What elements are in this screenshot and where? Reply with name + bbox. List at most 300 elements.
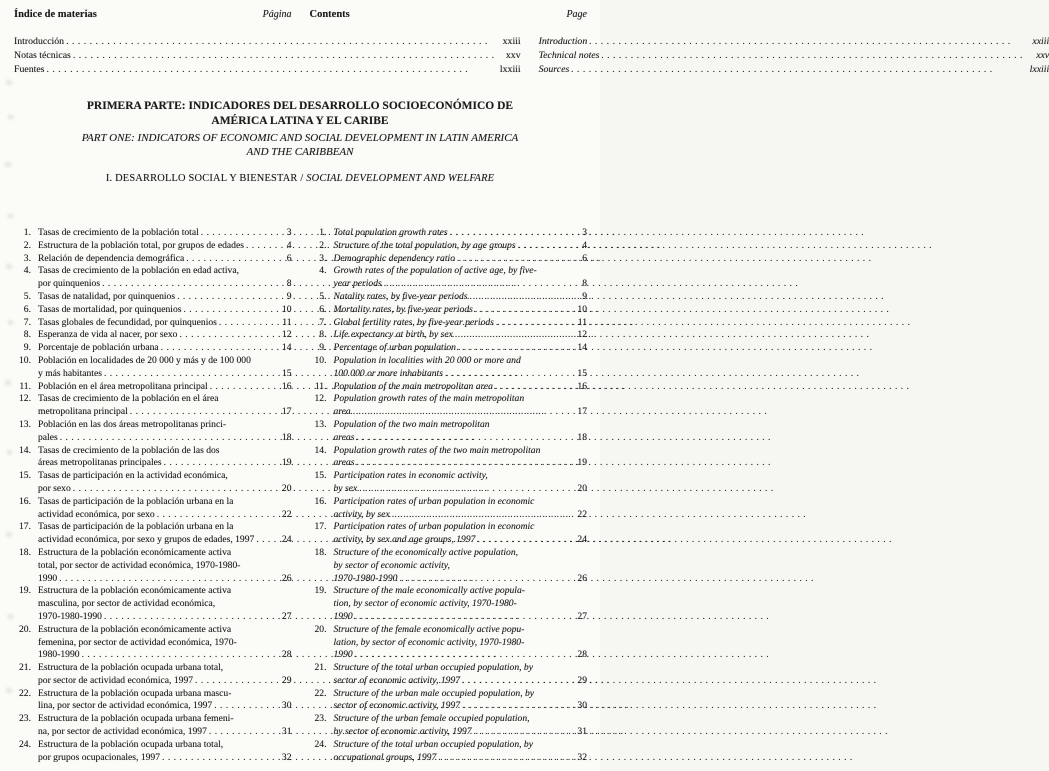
entry-text: Relación de dependencia demográfica bbox=[38, 252, 185, 264]
scan-artifact bbox=[4, 686, 14, 695]
entry-line bbox=[38, 624, 292, 637]
leader-dots bbox=[217, 317, 276, 330]
entry-line bbox=[38, 560, 292, 573]
toc-entry bbox=[14, 342, 292, 355]
toc-entry bbox=[310, 547, 588, 585]
entry-line bbox=[38, 534, 292, 547]
entry-number: 18. bbox=[314, 546, 327, 558]
entry-body bbox=[334, 521, 588, 547]
page-number: 28 bbox=[281, 649, 292, 661]
page-number: 26 bbox=[577, 572, 587, 584]
entry-text: pales bbox=[38, 431, 58, 443]
front-matter-label: Notas técnicas bbox=[14, 50, 71, 61]
entry-text: Natality rates, by five-year periods bbox=[333, 290, 468, 302]
toc-entry bbox=[14, 265, 292, 291]
entry-line bbox=[334, 700, 588, 713]
toc-entry bbox=[14, 355, 292, 381]
leader-dots bbox=[57, 573, 275, 586]
leader-dots bbox=[475, 534, 571, 547]
leader-dots bbox=[80, 649, 276, 662]
page-number: 22 bbox=[577, 508, 587, 520]
page-number: 26 bbox=[281, 572, 292, 584]
entry-body bbox=[38, 240, 292, 253]
entry-body bbox=[38, 496, 292, 522]
entry-text: 1980-1990 bbox=[38, 649, 80, 661]
entry-line bbox=[38, 662, 292, 675]
entry-line bbox=[38, 470, 292, 483]
leader-dots bbox=[159, 342, 276, 355]
entry-text: Structure of the male economically active popula- bbox=[333, 585, 525, 597]
toc-header-spanish bbox=[14, 9, 292, 20]
toc-entry bbox=[14, 624, 292, 662]
entry-line bbox=[38, 457, 292, 470]
entry-text: Life expectancy at birth, by sex bbox=[333, 329, 453, 341]
entry-text: Estructura de la población total, por grupos de edades bbox=[38, 239, 244, 251]
entry-number: 14. bbox=[19, 444, 31, 456]
entry-text: y más habitantes bbox=[38, 367, 102, 379]
entry-text: Tasas de crecimiento de la población total bbox=[38, 227, 199, 238]
entry-number: 19. bbox=[19, 585, 31, 597]
entry-body bbox=[38, 662, 292, 688]
page-number: 24 bbox=[281, 534, 292, 546]
entry-line bbox=[334, 688, 588, 701]
entry-body bbox=[38, 342, 292, 355]
entry-number: 15. bbox=[19, 470, 31, 482]
leader-dots bbox=[494, 317, 571, 330]
entry-text: femenina, por sector de actividad económica, 1970- bbox=[38, 636, 237, 648]
entry-text: por sector de actividad económica, 1997 bbox=[38, 674, 194, 686]
entry-text: na, por sector de actividad económica, 1997 bbox=[38, 726, 207, 738]
entry-text: Structure of the urban female occupied population, bbox=[333, 713, 530, 725]
entry-line bbox=[38, 739, 292, 752]
toc-entry bbox=[310, 240, 588, 253]
section-heading-english: SOCIAL DEVELOPMENT AND WELFARE bbox=[306, 173, 495, 184]
page-number: 16 bbox=[577, 380, 587, 392]
entry-text: Growth rates of the population of active age, by five- bbox=[333, 265, 537, 277]
entry-number: 10. bbox=[19, 354, 31, 366]
entry-text: Participation rates of urban population in economic bbox=[333, 495, 535, 507]
entry-text: Tasas de participación de la población urbana en la bbox=[38, 521, 234, 533]
entry-line bbox=[38, 291, 292, 304]
page-number: 31 bbox=[577, 726, 587, 738]
entry-body bbox=[38, 381, 292, 394]
leader-dots bbox=[472, 726, 571, 739]
page-number: 32 bbox=[281, 751, 292, 763]
entry-number: 21. bbox=[314, 662, 327, 674]
page-number: 19 bbox=[281, 457, 292, 469]
entry-number: 11. bbox=[314, 380, 327, 392]
page-number: xxiii bbox=[1032, 36, 1049, 47]
entry-body bbox=[38, 393, 292, 419]
entry-number: 12. bbox=[314, 393, 327, 405]
leader-dots bbox=[390, 509, 571, 522]
entry-text: Tasas de crecimiento de la población de las dos bbox=[38, 444, 220, 456]
scan-artifact bbox=[3, 378, 13, 387]
leader-dots bbox=[128, 406, 276, 419]
entry-text: Participation rates in economic activity, bbox=[333, 470, 488, 482]
entry-body bbox=[334, 355, 588, 381]
entry-number: 20. bbox=[19, 623, 31, 635]
entry-text: Tasas de participación en la actividad económica, bbox=[38, 470, 228, 482]
entry-line bbox=[38, 700, 292, 713]
entry-line bbox=[334, 457, 588, 470]
page-number: 19 bbox=[577, 457, 587, 469]
entry-number: 13. bbox=[314, 418, 327, 430]
page-number: 18 bbox=[281, 431, 292, 443]
front-matter-row bbox=[539, 35, 1049, 49]
toc-header-row bbox=[0, 0, 600, 20]
entry-line bbox=[334, 675, 588, 688]
entry-line bbox=[334, 752, 588, 765]
page-number: lxxiii bbox=[1029, 64, 1049, 75]
spanish-page-label: Página bbox=[262, 9, 292, 20]
toc-entry bbox=[310, 624, 588, 662]
entry-text: tion, by sector of economic activity, 1970-1980- bbox=[333, 598, 517, 610]
entry-text: Tasas de crecimiento de la población en el área bbox=[38, 393, 219, 405]
front-matter-label: Introducción bbox=[14, 36, 65, 47]
entry-number: 2. bbox=[23, 239, 31, 251]
entry-line bbox=[334, 611, 588, 624]
entry-body bbox=[334, 393, 588, 419]
entry-body bbox=[38, 329, 292, 342]
page-number: 11 bbox=[282, 316, 292, 328]
page-number: 31 bbox=[281, 726, 292, 738]
front-matter-label: Sources bbox=[538, 64, 570, 75]
leader-dots bbox=[493, 381, 571, 394]
entry-number: 6. bbox=[23, 303, 31, 315]
entry-text: by sex bbox=[333, 482, 358, 494]
entry-number: 21. bbox=[19, 662, 31, 674]
toc-entry bbox=[310, 688, 588, 714]
entry-number: 17. bbox=[19, 521, 31, 533]
entry-line bbox=[334, 726, 588, 739]
entry-line bbox=[334, 496, 588, 509]
page-number: 12 bbox=[577, 329, 587, 341]
entry-number: 14. bbox=[314, 444, 327, 456]
leader-dots bbox=[177, 329, 275, 342]
entry-body bbox=[38, 624, 292, 662]
entry-text: por sexo bbox=[38, 482, 71, 494]
entry-line bbox=[334, 393, 588, 406]
entry-line bbox=[334, 291, 588, 304]
leader-dots bbox=[175, 291, 275, 304]
entry-text: Estructura de la población económicamente activa bbox=[38, 585, 232, 597]
entry-text: áreas metropolitanas principales bbox=[38, 457, 162, 469]
part-title-english-line: PART ONE: INDICATORS OF ECONOMIC AND SOCIAL DEVELOPMENT IN LATIN AMERICA bbox=[81, 132, 519, 144]
entry-text: Tasas de participación de la población urbana en la bbox=[38, 495, 234, 507]
entry-text: Population growth rates of the main metropolitan bbox=[333, 393, 525, 405]
entry-number: 22. bbox=[19, 687, 31, 699]
entry-text: Estructura de la población económicamente activa bbox=[38, 623, 232, 635]
entry-line bbox=[334, 227, 588, 240]
entry-number: 12. bbox=[19, 393, 31, 405]
entry-number: 16. bbox=[19, 495, 31, 507]
entry-text: 1990 bbox=[333, 610, 353, 622]
page-number: 15 bbox=[281, 367, 292, 379]
leader-dots bbox=[71, 49, 497, 63]
page-number: 30 bbox=[577, 700, 587, 712]
front-matter bbox=[0, 20, 1049, 77]
entry-body bbox=[334, 304, 588, 317]
entry-body bbox=[38, 521, 292, 547]
entry-number: 5. bbox=[319, 290, 327, 302]
front-matter-label: Technical notes bbox=[538, 50, 600, 61]
entry-number: 11. bbox=[19, 380, 31, 392]
toc-entry bbox=[14, 393, 292, 419]
entry-line bbox=[38, 573, 292, 586]
leader-dots bbox=[102, 611, 276, 624]
entry-line bbox=[334, 253, 588, 266]
leader-dots bbox=[184, 253, 275, 266]
toc-entry bbox=[14, 304, 292, 317]
part-title-spanish bbox=[0, 99, 600, 128]
entry-number: 2. bbox=[319, 239, 327, 251]
leader-dots bbox=[456, 342, 571, 355]
entry-body bbox=[334, 585, 588, 623]
leader-dots bbox=[516, 240, 571, 253]
scan-artifact bbox=[6, 318, 15, 327]
entry-line bbox=[38, 304, 292, 317]
entry-line bbox=[334, 483, 588, 496]
leader-dots bbox=[212, 700, 275, 713]
page-number: xxiii bbox=[502, 36, 521, 47]
entry-line bbox=[334, 265, 588, 278]
entry-body bbox=[38, 419, 292, 445]
entry-text: Percentage of urban population bbox=[333, 342, 456, 354]
entry-line bbox=[38, 329, 292, 342]
entry-text: areas bbox=[333, 457, 355, 469]
entry-body bbox=[38, 265, 292, 291]
entry-line bbox=[38, 419, 292, 432]
entry-number: 3. bbox=[23, 252, 31, 264]
entry-body bbox=[334, 662, 588, 688]
entry-text: Tasas globales de fecundidad, por quinquenios bbox=[38, 316, 217, 328]
entry-line bbox=[38, 752, 292, 765]
leader-dots bbox=[397, 573, 571, 586]
entry-line bbox=[38, 521, 292, 534]
entry-text: masculina, por sector de actividad económica, bbox=[38, 598, 216, 610]
entry-line bbox=[334, 649, 588, 662]
leader-dots bbox=[599, 49, 1025, 63]
page-number: 17 bbox=[281, 406, 292, 418]
leader-dots bbox=[181, 304, 275, 317]
page-number: 12 bbox=[281, 329, 292, 341]
entry-line bbox=[38, 675, 292, 688]
toc-entry bbox=[310, 227, 588, 240]
toc-header-english bbox=[310, 9, 588, 20]
entry-number: 6. bbox=[319, 303, 327, 315]
entry-number: 8. bbox=[23, 329, 31, 341]
entry-text: Population of the main metropolitan area bbox=[333, 380, 493, 392]
section-heading-spanish: I. DESARROLLO SOCIAL Y BIENESTAR bbox=[105, 173, 298, 184]
entry-number: 4. bbox=[23, 265, 31, 277]
entry-text: areas bbox=[333, 431, 355, 443]
scan-artifact bbox=[3, 160, 13, 169]
entry-text: year periods bbox=[333, 278, 382, 290]
leader-dots bbox=[354, 457, 571, 470]
entry-text: activity, by sex and age groups, 1997 bbox=[333, 534, 476, 546]
entry-line bbox=[334, 573, 588, 586]
toc-entry bbox=[310, 585, 588, 623]
toc-entry bbox=[14, 585, 292, 623]
toc-entry bbox=[14, 329, 292, 342]
entry-line bbox=[334, 662, 588, 675]
entry-text: Estructura de la población ocupada urbana total, bbox=[38, 738, 224, 750]
toc-entry bbox=[14, 291, 292, 304]
toc-entry bbox=[310, 521, 588, 547]
page-number: 17 bbox=[577, 406, 587, 418]
entry-line bbox=[38, 227, 292, 240]
toc-entry bbox=[310, 739, 588, 765]
entry-line bbox=[38, 406, 292, 419]
entry-line bbox=[38, 445, 292, 458]
entry-text: Structure of the urban male occupied population, by bbox=[333, 687, 535, 699]
page-number: 20 bbox=[577, 482, 587, 494]
entry-body bbox=[334, 317, 588, 330]
entry-number: 4. bbox=[319, 265, 327, 277]
leader-dots bbox=[460, 700, 571, 713]
leader-dots bbox=[353, 649, 571, 662]
entry-body bbox=[334, 547, 588, 585]
entry-body bbox=[334, 342, 588, 355]
entry-line bbox=[334, 739, 588, 752]
entry-line bbox=[334, 304, 588, 317]
page-number: lxxiii bbox=[499, 64, 521, 75]
entry-body bbox=[38, 470, 292, 496]
entry-line bbox=[334, 445, 588, 458]
toc-list-spanish bbox=[14, 227, 292, 764]
toc-entry bbox=[14, 253, 292, 266]
leader-dots bbox=[587, 35, 1025, 49]
entry-body bbox=[334, 265, 588, 291]
entry-line bbox=[38, 240, 292, 253]
entry-number: 19. bbox=[314, 585, 327, 597]
entry-text: Estructura de la población económicamente activa bbox=[38, 546, 232, 558]
page-number: xxv bbox=[1036, 50, 1049, 61]
entry-text: Structure of the economically active population, bbox=[333, 546, 519, 558]
entry-line bbox=[38, 598, 292, 611]
entry-line bbox=[38, 432, 292, 445]
front-matter-label: Fuentes bbox=[14, 64, 45, 75]
page-number: 8 bbox=[582, 278, 587, 290]
entry-body bbox=[334, 713, 588, 739]
entry-number: 22. bbox=[314, 687, 327, 699]
page-number: xxv bbox=[505, 50, 521, 61]
leader-dots bbox=[357, 483, 571, 496]
entry-text: metropolitana principal bbox=[38, 406, 128, 418]
entry-text: by sector of economic activity, bbox=[333, 559, 450, 571]
entry-number: 5. bbox=[23, 290, 31, 302]
entry-line bbox=[38, 253, 292, 266]
entry-body bbox=[334, 227, 588, 240]
entry-line bbox=[38, 393, 292, 406]
leader-dots bbox=[473, 304, 571, 317]
entry-text: actividad económica, por sexo y grupos de edades, 1997 bbox=[38, 534, 255, 546]
entry-text: occupational groups, 1997 bbox=[333, 751, 437, 763]
toc-entry bbox=[310, 381, 588, 394]
toc-entry bbox=[310, 265, 588, 291]
toc-entry bbox=[310, 419, 588, 445]
leader-dots bbox=[244, 240, 276, 253]
entry-text: lina, por sector de actividad económica, 1997 bbox=[38, 700, 213, 712]
toc-columns bbox=[0, 184, 600, 764]
entry-line bbox=[334, 585, 588, 598]
page-number: 28 bbox=[577, 649, 587, 661]
entry-body bbox=[38, 445, 292, 471]
page-number: 4 bbox=[286, 239, 292, 251]
entry-number: 23. bbox=[314, 713, 327, 725]
entry-line bbox=[334, 406, 588, 419]
entry-text: 100 000 or more inhabitants bbox=[333, 367, 443, 379]
entry-body bbox=[334, 329, 588, 342]
entry-line bbox=[334, 560, 588, 573]
entry-body bbox=[334, 624, 588, 662]
entry-line bbox=[38, 713, 292, 726]
page-number: 15 bbox=[577, 367, 587, 379]
entry-number: 3. bbox=[319, 252, 327, 264]
leader-dots bbox=[254, 534, 275, 547]
entry-text: lation, by sector of economic activity, 1970-1980- bbox=[333, 636, 525, 648]
entry-line bbox=[38, 496, 292, 509]
leader-dots bbox=[102, 368, 276, 381]
entry-text: Total population growth rates bbox=[333, 227, 448, 238]
toc-entry bbox=[310, 329, 588, 342]
page-number: 3 bbox=[582, 227, 587, 238]
entry-line bbox=[334, 342, 588, 355]
entry-line bbox=[38, 317, 292, 330]
leader-dots bbox=[382, 278, 571, 291]
leader-dots bbox=[155, 509, 276, 522]
entry-body bbox=[334, 419, 588, 445]
toc-entry bbox=[310, 393, 588, 419]
toc-entry bbox=[14, 713, 292, 739]
toc-entry bbox=[310, 470, 588, 496]
toc-entry bbox=[310, 662, 588, 688]
leader-dots bbox=[44, 63, 496, 77]
entry-line bbox=[38, 355, 292, 368]
entry-body bbox=[38, 739, 292, 765]
entry-line bbox=[334, 521, 588, 534]
front-matter-row bbox=[539, 63, 1049, 77]
entry-number: 9. bbox=[319, 342, 327, 354]
entry-line bbox=[334, 470, 588, 483]
entry-body bbox=[334, 381, 588, 394]
entry-text: por quinquenios bbox=[38, 278, 101, 290]
entry-body bbox=[38, 227, 292, 240]
front-matter-row bbox=[539, 49, 1049, 63]
scan-artifact bbox=[5, 448, 14, 457]
entry-text: 1970-1980-1990 bbox=[38, 610, 102, 622]
scan-artifact bbox=[6, 212, 15, 220]
entry-line bbox=[334, 355, 588, 368]
toc-entry bbox=[14, 240, 292, 253]
entry-text: total, por sector de actividad económica, 1970-1980- bbox=[38, 559, 241, 571]
entry-body bbox=[38, 291, 292, 304]
page-number: 9 bbox=[582, 290, 587, 302]
toc-entry bbox=[14, 739, 292, 765]
entry-body bbox=[334, 445, 588, 471]
entry-line bbox=[38, 483, 292, 496]
entry-line bbox=[38, 368, 292, 381]
entry-line bbox=[38, 649, 292, 662]
entry-line bbox=[334, 624, 588, 637]
leader-dots bbox=[353, 611, 571, 624]
page-number: 9 bbox=[286, 290, 292, 302]
entry-text: por grupos ocupacionales, 1997 bbox=[38, 751, 161, 763]
entry-line bbox=[38, 611, 292, 624]
entry-text: Esperanza de vida al nacer, por sexo bbox=[38, 329, 178, 341]
entry-line bbox=[38, 509, 292, 522]
